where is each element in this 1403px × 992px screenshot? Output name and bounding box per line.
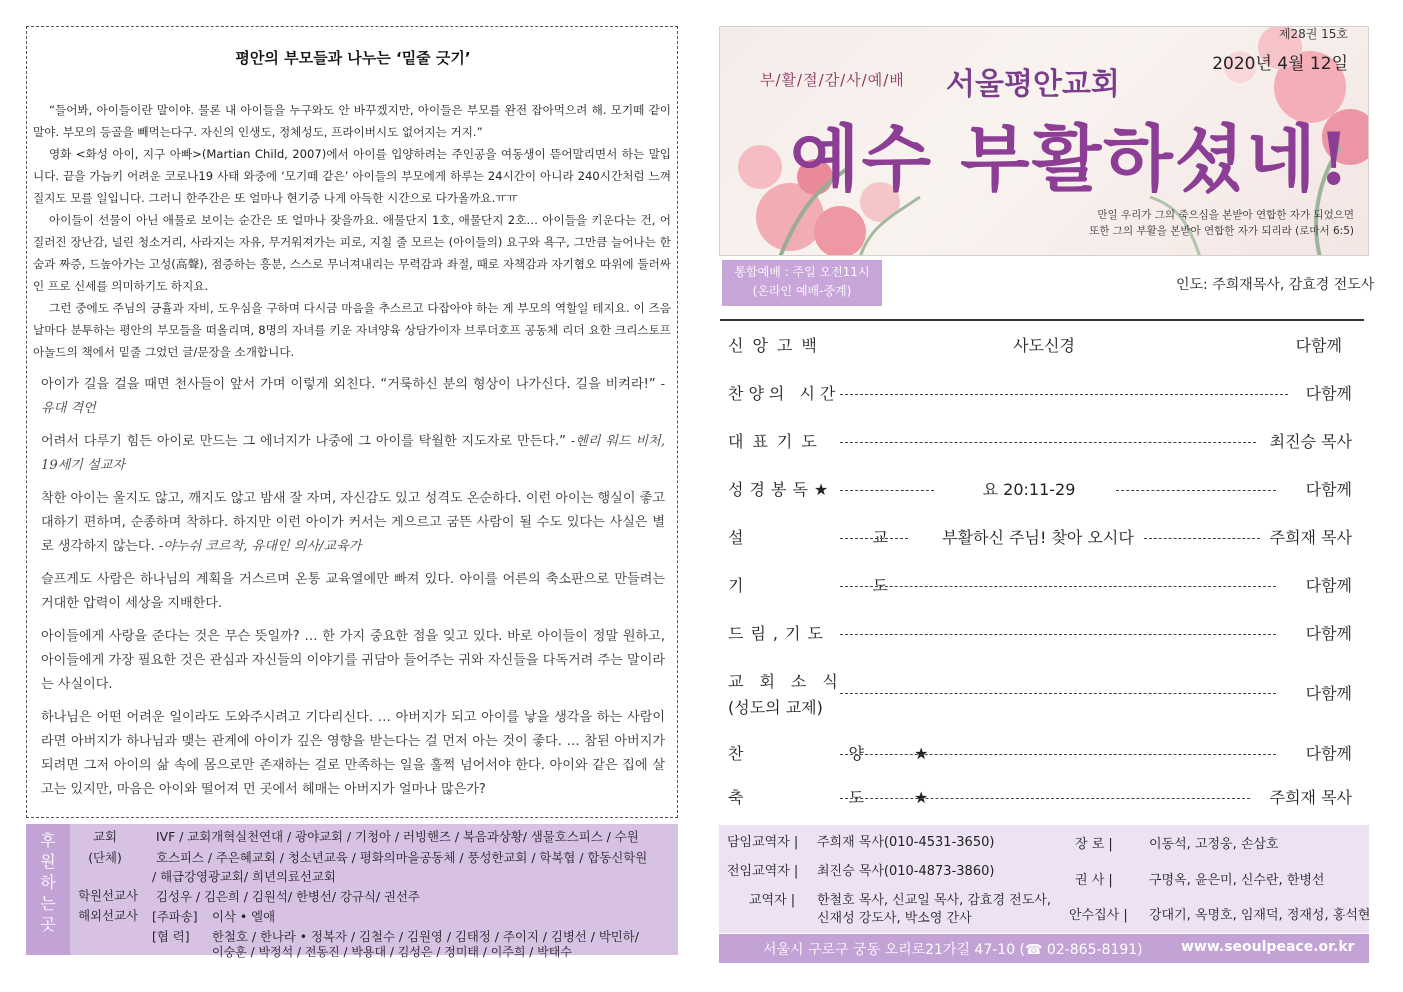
article-intro: [33, 99, 671, 363]
quote-text: 어려서 다루기 힘든 아이로 만드는 그 에너지가 나중에 그 아이를 탁월한 지도자로 만든다.”: [41, 434, 566, 449]
quote-text: 슬프게도 사람은 하나님의 계획을 거스르며 온통 교육열에만 빠져 있다. 아이를 어른의 축소판으로 만들려는 거대한 압력이 세상을 지배한다.: [41, 572, 665, 611]
order-item: 찬 양★: [728, 744, 979, 763]
order-row: [728, 741, 1352, 771]
senior-pastor-label: 담임교역자 |: [727, 835, 799, 850]
worship-online: (온라인 예배-중계): [752, 284, 852, 298]
church-line: / 해급강영광교회/ 희년의료선교회: [152, 869, 336, 884]
order-right: 다함께: [1305, 480, 1352, 499]
intro-paragraph: 그런 중에도 주님의 긍휼과 자비, 도우심을 구하며 다시금 마음을 추스르고 다잡아야 하는 게 부모의 역할일 테지요. 이 즈음 날마다 분투하는 평안의 부모들을 떠올리며, 8명의 자녀를 키운 자녀양육 상담가이자 브루더호프 공동체 리더 요한 크리스토프 아놀드의 책에서 밑줄 그었던 글/문장을 소개합니다.: [33, 301, 671, 359]
hyeopryeok-line: 한철호 / 한나라 • 정복자 / 김철수 / 김원영 / 김태정 / 주이지 / 김병선 / 박민하/: [212, 929, 639, 944]
vertical-char: 는: [40, 894, 56, 913]
order-row: [728, 333, 1352, 363]
jupasong-value: 이삭 • 엘애: [212, 909, 276, 924]
article-title: 평안의 부모들과 나누는 ‘밑줄 긋기’: [235, 49, 471, 67]
jupasong-label: [주파송]: [152, 909, 198, 924]
order-right: 다함께: [1305, 576, 1352, 595]
fulltime-pastor-value: 최진승 목사(010-4873-3860): [817, 864, 995, 879]
order-item: 설 교: [728, 528, 950, 547]
quote-source: -야누쉬 코르착, 유대인 의사/교육가: [158, 539, 362, 554]
bulletin-date: 2020년 4월 12일: [1212, 54, 1348, 74]
order-right: 다함께: [1305, 684, 1352, 703]
quote-source: -유대 격언: [41, 377, 665, 416]
hyeopryeok-line: 이숭훈 / 박정석 / 전동진 / 박용대 / 김성은 / 정미태 / 이주희 / 박태수: [212, 945, 572, 959]
order-item: 드림,기도: [728, 624, 830, 643]
vertical-char: 후: [40, 831, 56, 850]
quote-text: 하나님은 어떤 어려운 일이라도 도와주시려고 기다리신다. … 아버지가 되고 아이를 낳을 생각을 하는 사람이라면 아버지가 하나님과 맺는 관계에 아이가 깊은 영향을 받는다는 걸 먼저 아는 것이 좋다. … 참된 아버지가 되려면 그저 아이의 삶 속에 몸으로만 존재하는 걸로 만족하는 일을 훌쩍 넘어서야 한다. 아이와 같은 집에 살고는 있지만, 마음은 아이와 떨어져 먼 곳에서 헤매는 아버지가 얼마나 많은가?: [41, 710, 665, 797]
order-item: 성경봉독★: [728, 480, 835, 499]
steward-value: 강대기, 옥명호, 임재덕, 정재성, 홍석현: [1149, 908, 1371, 923]
ministers-label: 교역자 |: [749, 893, 796, 908]
dotted-leader: [840, 693, 1276, 694]
intro-paragraph: “들어봐, 아이들이란 말이야. 물론 내 아이들을 누구와도 안 바꾸겠지만, 아이들은 부모를 완전 잡아먹으려 해. 모기떼 같이 말야. 부모의 등골을 빼먹는다구. 자신의 인생도, 정체성도, 프라이버시도 없어지는 거지.”: [33, 103, 671, 139]
worship-leader: 인도: 주희재목사, 감효경 전도사: [1176, 277, 1375, 293]
order-item: 신앙고백: [728, 336, 826, 355]
elder-label: 장 로 |: [1075, 837, 1113, 852]
order-item: 찬양의 시간: [728, 384, 841, 403]
order-row: [728, 525, 1352, 555]
dotted-leader: [840, 394, 1288, 395]
quote-item: [41, 373, 665, 421]
order-row: [728, 429, 1352, 459]
church-group-label: 교회 (단체): [88, 829, 122, 865]
article-panel: [26, 26, 678, 818]
quote-text: 아이들에게 사랑을 준다는 것은 무슨 뜻일까? … 한 가지 중요한 점을 잊고 있다. 바로 아이들이 정말 원하고, 아이들에게 가장 필요한 것은 관심과 자신들의 이야기를 귀담아 들어주는 귀와 자신들을 다독거려 주는 말이라는 사실이다.: [41, 629, 665, 692]
divider: [720, 319, 1364, 321]
deacon-label: 권 사 |: [1075, 873, 1113, 888]
order-row: [728, 381, 1352, 411]
senior-pastor-value: 주희재 목사(010-4531-3650): [817, 835, 995, 850]
steward-label: 안수집사 |: [1069, 908, 1128, 923]
order-right: 다함께: [1305, 384, 1352, 403]
quote-text: 착한 아이는 울지도 않고, 깨지도 않고 밤새 잘 자며, 자신감도 있고 성격도 온순하다. 이런 아이는 행실이 좋고 대하기 편하며, 순종하며 착하다. 하지만 이런 아이가 커서는 게으르고 굼뜬 사람이 될 수도 있다는 사실은 별로 생각하지 않는다.: [41, 491, 665, 554]
dotted-leader: [1144, 538, 1260, 539]
quote-list: [41, 373, 665, 811]
dotted-leader: [840, 490, 934, 491]
order-row: [728, 573, 1352, 603]
order-item: 교회소식: [728, 672, 854, 691]
staff-section: [719, 825, 1369, 933]
order-item: 축 도★: [728, 788, 979, 807]
order-row: [728, 621, 1352, 651]
banner-headline: 예수 부활하셨네!: [790, 116, 1352, 201]
vertical-char: 원: [40, 852, 56, 871]
order-right: 다함께: [1305, 624, 1352, 643]
church-name: 서울평안교회: [946, 67, 1120, 102]
quote-item: [41, 487, 665, 559]
deacon-value: 구명옥, 윤은미, 신수란, 한병선: [1149, 873, 1325, 888]
ministers-value: 신재성 강도사, 박소영 간사: [817, 911, 972, 926]
order-row: [728, 669, 1352, 721]
dotted-leader: [840, 798, 1250, 799]
order-right: 다함께: [1295, 336, 1342, 355]
order-center: 요 20:11-29: [982, 480, 1076, 499]
missionary-names: 김성우 / 김은희 / 김원석/ 한병선/ 강규식/ 권선주: [156, 889, 420, 904]
verse-line: 또한 그의 부활을 본받아 연합한 자가 되리라 (로마서 6:5): [1089, 225, 1354, 237]
intro-paragraph: 아이들이 선물이 아닌 애물로 보이는 순간은 또 얼마나 잦을까요. 애물단지 1호, 애물단지 2호… 아이들을 키운다는 건, 어질러진 장난감, 널린 청소거리, 사라지는 자유, 무거워져가는 피로, 지칠 줄 모르는 (아이들의) 요구와 욕구, 그만큼 늘어나는 한숨과 짜증, 드높아가는 고성(高聲), 점증하는 흥분, 스스로 무너져내리는 무력감과 좌절, 때로 자책감과 자기혐오 따위에 둘러싸인 프로 신세를 의미하기도 하지요.: [33, 213, 671, 293]
quote-item: [41, 625, 665, 697]
church-address: 서울시 구로구 궁동 오리로21가길 47-10 (☎ 02-865-8191): [763, 942, 1143, 958]
quote-text: 아이가 길을 걸을 때면 천사들이 앞서 가며 이렇게 외친다. “거룩하신 분의 형상이 나가신다. 길을 비켜라!”: [41, 377, 656, 392]
order-row: [728, 785, 1352, 815]
church-line: IVF / 교회개혁실천연대 / 광야교회 / 기청아 / 러빙핸즈 / 복음과상황/ 샘물호스피스 / 수원: [156, 829, 639, 844]
footer-bar: [719, 934, 1369, 963]
hyeopryeok-label: [협 력]: [152, 929, 190, 944]
issue-number: 제28권 15호: [1278, 27, 1348, 41]
missionary-label: 학원선교사 해외선교사: [78, 888, 138, 923]
order-item: 기 도: [728, 576, 950, 595]
order-item: 대표기도: [728, 432, 826, 451]
supporters-section: [26, 824, 678, 959]
quote-source: -헨리 워드 비처, 19세기 설교자: [41, 434, 665, 473]
order-right: 최진승 목사: [1269, 432, 1352, 451]
church-website-link[interactable]: www.seoulpeace.or.kr: [1181, 939, 1355, 955]
order-row: [728, 477, 1352, 507]
vertical-char: 곳: [40, 915, 56, 934]
church-line: 호스피스 / 주은혜교회 / 청소년교육 / 평화의마을공동체 / 풍성한교회 / 학복협 / 합동신학원: [156, 850, 648, 865]
elder-value: 이동석, 고정웅, 손삼호: [1149, 837, 1279, 852]
quote-item: [41, 706, 665, 802]
worship-time-box: [722, 260, 882, 306]
dotted-leader: [1116, 490, 1276, 491]
banner-subtitle: 부/활/절/감/사/예/배: [760, 71, 905, 89]
supporters-vertical-label: [26, 824, 70, 955]
order-item-sub: (성도의 교제): [728, 698, 823, 717]
order-center: 사도신경: [1013, 336, 1075, 355]
fulltime-pastor-label: 전임교역자 |: [727, 864, 799, 879]
verse-line: 만일 우리가 그의 죽으심을 본받아 연합한 자가 되었으면: [1097, 209, 1354, 221]
worship-time: 통합예배 : 주일 오전11시: [734, 265, 870, 279]
ministers-value: 한철호 목사, 신교일 목사, 감효경 전도사,: [817, 893, 1051, 908]
order-center: 부활하신 주님! 찾아 오시다: [942, 528, 1134, 547]
order-right: 주희재 목사: [1269, 788, 1352, 807]
dotted-leader: [840, 442, 1256, 443]
quote-item: [41, 430, 665, 478]
intro-paragraph: 영화 <화성 아이, 지구 아빠>(Martian Child, 2007)에서 아이를 입양하려는 주인공을 여동생이 뜯어말리면서 하는 말입니다. 끝을 가늠키 어려운 코로나19 사태 와중에 ‘모기떼 같은’ 아이들의 부모에게 하루는 24시간이 아니라 240시간처럼 느껴질지도 모를 일입니다. 그러니 한주간은 또 얼마나 현기증 나게 아득한 시간으로 다가올까요.ㅠㅠ: [33, 147, 671, 205]
quote-item: [41, 568, 665, 616]
easter-banner: [719, 26, 1369, 256]
dotted-leader: [840, 634, 1276, 635]
order-right: 다함께: [1305, 744, 1352, 763]
dotted-leader: [840, 754, 1276, 755]
dotted-leader: [840, 538, 908, 539]
vertical-char: 하: [40, 873, 56, 892]
dotted-leader: [840, 586, 1276, 587]
order-right: 주희재 목사: [1269, 528, 1352, 547]
